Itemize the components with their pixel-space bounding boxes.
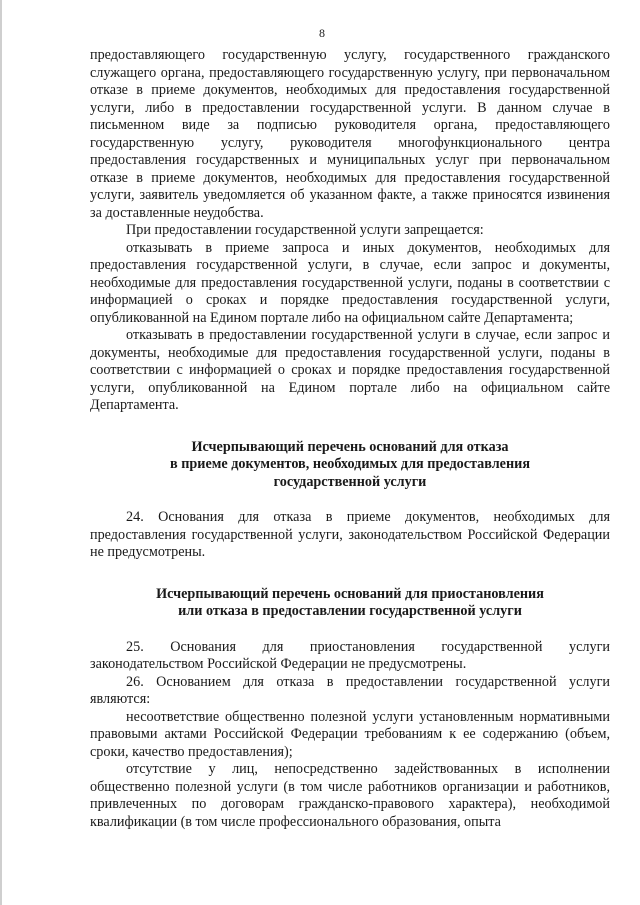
heading-line: или отказа в предоставлении государственной услуги — [178, 603, 522, 619]
paragraph-prohibited-intro: При предоставлении государственной услуги запрещается: — [126, 222, 484, 238]
item-26: 26. Основанием для отказа в предоставлении государственной услуги являются: — [90, 673, 610, 707]
document-body — [90, 47, 610, 831]
heading-line: в приеме документов, необходимых для предоставления — [170, 456, 530, 472]
section-heading-suspension-refusal — [90, 586, 610, 621]
paragraph-prohibited-2: отказывать в предоставлении государственной услуги в случае, если запрос и документы, необходимые для предоставления государственной услуги, поданы в соответствии с информацией о сроках и порядке предоставления государственной услуги, опубликованной на Едином портале либо на официальном сайте Департамента. — [90, 327, 610, 413]
item-26-a: несоответствие общественно полезной услуги установленным нормативными правовыми актами Российской Федерации требованиям к ее содержанию (объем, сроки, качество предоставления); — [90, 708, 610, 760]
heading-line: Исчерпывающий перечень оснований для отказа — [191, 438, 509, 455]
section-heading-refusal-documents — [90, 439, 610, 492]
item-25: 25. Основания для приостановления государственной услуги законодательством Российской Федерации не предусмотрены. — [90, 638, 610, 672]
paragraph-continuation: предоставляющего государственную услугу, государственного гражданского служащего органа, предоставляющего государственную услугу, при первоначальном отказе в приеме документов, необходимых для предоставления государственной услуги, либо в предоставлении государственной услуги. В данном случае в письменном виде за подписью руководителя органа, предоставляющего государственную услугу, руководителя многофункционального центра предоставления государственных и муниципальных услуг при первоначальном отказе в приеме документов, необходимых для предоставления государственной услуги, заявитель уведомляется об указанном факте, а также приносятся извинения за доставленные неудобства. — [90, 47, 610, 221]
page-number: 8 — [319, 26, 325, 40]
heading-line: Исчерпывающий перечень оснований для приостановления — [156, 585, 544, 602]
heading-line: государственной услуги — [273, 473, 427, 490]
item-24: 24. Основания для отказа в приеме документов, необходимых для предоставления государственной услуги, законодательством Российской Федерации не предусмотрены. — [90, 509, 610, 560]
paragraph-prohibited-1: отказывать в приеме запроса и иных документов, необходимых для предоставления государственной услуги, в случае, если запрос и документы, необходимые для предоставления государственной услуги, поданы в соответствии с информацией о сроках и порядке предоставления государственной услуги, опубликованной на Едином портале либо на официальном сайте Департамента; — [90, 239, 610, 326]
item-26-b: отсутствие у лиц, непосредственно задействованных в исполнении общественно полезной услуги (в том числе работников организации и работников, привлеченных по договорам гражданско-правового характера), необходимой квалификации (в том числе профессионального образования, опыта — [90, 761, 610, 830]
